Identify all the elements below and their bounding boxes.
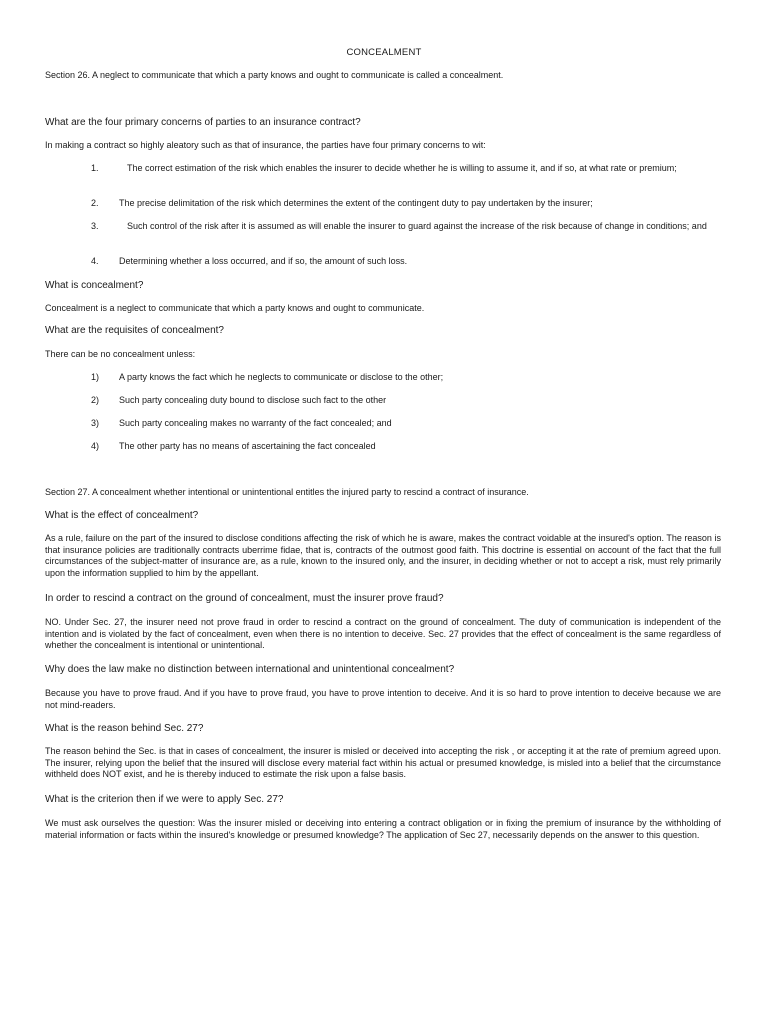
question-effect-of-concealment: What is the effect of concealment? [45,510,199,521]
question-requisites: What are the requisites of concealment? [45,325,224,336]
concern-number: 2. [91,198,99,208]
requisite-number: 3) [91,418,100,428]
requisite-item-1 [91,372,721,384]
requisite-number: 2) [91,395,100,405]
concern-text: The correct estimation of the risk which enables the insurer to decide whether he is willing to assume it, and if so, at what rate or premium; [127,163,677,173]
question-prove-fraud: In order to rescind a contract on the ground of concealment, must the insurer prove fraud? [45,593,444,604]
requisite-text: Such party concealing makes no warranty of the fact concealed; and [119,418,392,428]
requisite-item-3 [91,418,721,430]
answer-four-concerns: In making a contract so highly aleatory such as that of insurance, the parties have four primary concerns to wit: [45,140,486,150]
answer-what-is-concealment: Concealment is a neglect to communicate that which a party knows and ought to communicate. [45,303,425,313]
page-title: CONCEALMENT [346,47,422,58]
question-four-concerns: What are the four primary concerns of parties to an insurance contract? [45,117,361,128]
question-reason-sec-27: What is the reason behind Sec. 27? [45,723,204,734]
question-what-is-concealment: What is concealment? [45,280,144,291]
requisite-number: 4) [91,441,100,451]
answer-effect-of-concealment: As a rule, failure on the part of the insured to disclose conditions affecting the risk of which he is aware, makes the contract voidable at the insured's option. The reason is that insurance policies are traditionally contracts uberrime fidae, that is, contracts of the outmost good faith. This doctrine is essential on account of the fact that the full circumstances of the subject-matter of insurance are, as a rule, known to the insured only, and the insurer, in deciding whether or not to accept a risk, must rely primarily upon the information supplied to him by the appellant. [45,533,721,578]
concern-item-2 [91,198,721,210]
answer-criterion: We must ask ourselves the question: Was the insurer misled or deceiving into entering a contract obligation or in fixing the premium of insurance by the withholding of material information or facts within the insured's knowledge or presumed knowledge? The application of Sec 27, necessarily depends on the answer to this question. [45,818,721,840]
requisite-text: The other party has no means of ascertaining the fact concealed [119,441,376,451]
concern-item-1 [91,163,721,175]
answer-prove-fraud: NO. Under Sec. 27, the insurer need not prove fraud in order to rescind a contract on the ground of concealment. The duty of communication is independent of the intention and is violated by the fact of concealment, even when there is no intention to deceive. Sec. 27 provides that the effect of concealment is the same regardless of whether the concealment is intentional or unintentional. [45,617,721,650]
concern-text: Such control of the risk after it is assumed as will enable the insurer to guard against the increase of the risk because of change in conditions; and [127,221,707,231]
concern-number: 4. [91,256,99,266]
question-no-distinction: Why does the law make no distinction between international and unintentional concealment? [45,664,455,675]
requisite-text: Such party concealing duty bound to disclose such fact to the other [119,395,387,405]
answer-requisites: There can be no concealment unless: [45,349,196,359]
requisite-text: A party knows the fact which he neglects to communicate or disclose to the other; [119,372,444,382]
requisite-item-4 [91,441,721,453]
answer-no-distinction: Because you have to prove fraud. And if you have to prove fraud, you have to prove intention to deceive. And it is so hard to prove intention to deceive because we are not mind-readers. [45,688,721,710]
concern-number: 1. [91,163,99,173]
concern-item-4 [91,256,721,268]
answer-reason-sec-27: The reason behind the Sec. is that in cases of concealment, the insurer is misled or deceived into accepting the risk , or accepting it at the rate of premium agreed upon. The insurer, relying upon the belief that the insured will disclose every material fact within his actual or presumed knowledge, is misled into a belief that the circumstance withheld does NOT exist, and he is thereby induced to estimate the risk upon a false basis. [45,746,721,779]
concern-text: The precise delimitation of the risk which determines the extent of the contingent duty to pay undertaken by the insurer; [119,198,593,208]
requisite-number: 1) [91,372,100,382]
concern-number: 3. [91,221,99,231]
section-27-text: Section 27. A concealment whether intentional or unintentional entitles the injured party to rescind a contract of insurance. [45,487,529,497]
question-criterion: What is the criterion then if we were to apply Sec. 27? [45,794,284,805]
concern-text: Determining whether a loss occurred, and if so, the amount of such loss. [119,256,408,266]
concern-item-3 [91,221,721,233]
requisite-item-2 [91,395,721,407]
section-26-text: Section 26. A neglect to communicate that which a party knows and ought to communicate is called a concealment. [45,70,504,80]
